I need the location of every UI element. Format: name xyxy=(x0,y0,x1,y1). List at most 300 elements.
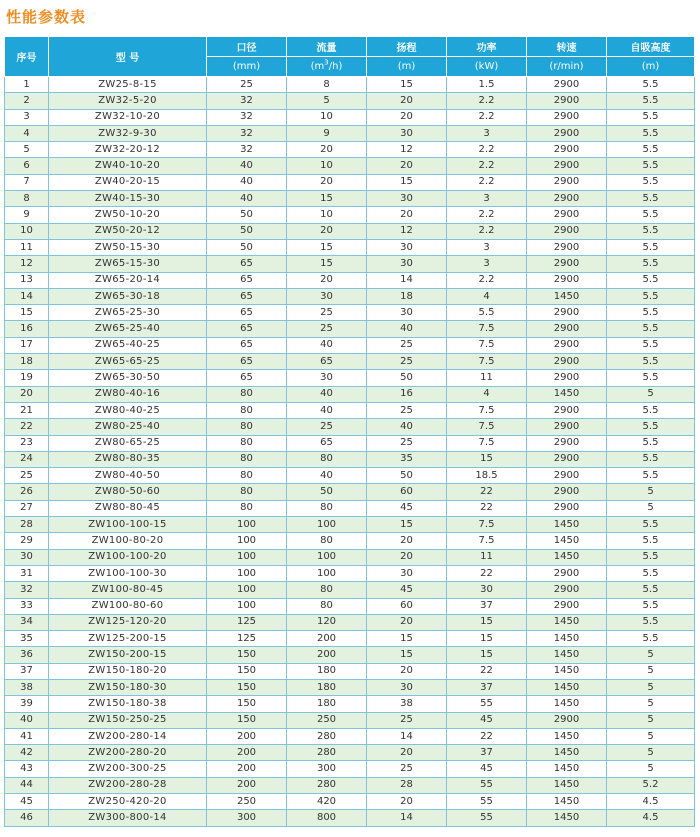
cell-head: 30 xyxy=(367,191,447,207)
cell-speed: 2900 xyxy=(527,223,607,239)
table-row xyxy=(5,663,695,679)
cell-speed: 2900 xyxy=(527,337,607,353)
cell-caliber: 80 xyxy=(207,419,287,435)
cell-flow: 65 xyxy=(287,354,367,370)
cell-model: ZW50-15-30 xyxy=(49,239,207,255)
cell-head: 25 xyxy=(367,337,447,353)
cell-head: 30 xyxy=(367,239,447,255)
cell-speed: 2900 xyxy=(527,354,607,370)
cell-caliber: 100 xyxy=(207,517,287,533)
cell-power: 2.2 xyxy=(447,158,527,174)
cell-head: 25 xyxy=(367,402,447,418)
cell-flow: 200 xyxy=(287,647,367,663)
table-row xyxy=(5,305,695,321)
cell-caliber: 65 xyxy=(207,370,287,386)
cell-model: ZW200-280-28 xyxy=(49,777,207,793)
cell-suction: 5.5 xyxy=(607,256,695,272)
cell-caliber: 200 xyxy=(207,761,287,777)
cell-no: 42 xyxy=(5,745,49,761)
cell-speed: 2900 xyxy=(527,484,607,500)
unit-suction: (m) xyxy=(607,57,695,77)
cell-speed: 2900 xyxy=(527,370,607,386)
cell-caliber: 150 xyxy=(207,712,287,728)
cell-suction: 5.5 xyxy=(607,468,695,484)
cell-head: 25 xyxy=(367,435,447,451)
cell-no: 16 xyxy=(5,321,49,337)
cell-power: 15 xyxy=(447,647,527,663)
cell-caliber: 80 xyxy=(207,386,287,402)
cell-head: 20 xyxy=(367,614,447,630)
cell-suction: 5 xyxy=(607,386,695,402)
cell-no: 40 xyxy=(5,712,49,728)
cell-power: 2.2 xyxy=(447,142,527,158)
cell-model: ZW65-25-40 xyxy=(49,321,207,337)
header-power: 功率 xyxy=(447,37,527,57)
table-row xyxy=(5,679,695,695)
cell-power: 3 xyxy=(447,239,527,255)
header-flow: 流量 xyxy=(287,37,367,57)
cell-flow: 10 xyxy=(287,207,367,223)
table-row xyxy=(5,288,695,304)
cell-caliber: 65 xyxy=(207,305,287,321)
unit-head: (m) xyxy=(367,57,447,77)
cell-model: ZW40-15-30 xyxy=(49,191,207,207)
cell-no: 33 xyxy=(5,598,49,614)
cell-head: 40 xyxy=(367,419,447,435)
cell-no: 36 xyxy=(5,647,49,663)
cell-speed: 2900 xyxy=(527,468,607,484)
cell-suction: 5.5 xyxy=(607,207,695,223)
cell-power: 7.5 xyxy=(447,435,527,451)
cell-no: 7 xyxy=(5,174,49,190)
cell-no: 9 xyxy=(5,207,49,223)
cell-speed: 1450 xyxy=(527,810,607,826)
cell-flow: 15 xyxy=(287,239,367,255)
cell-power: 7.5 xyxy=(447,321,527,337)
cell-suction: 5.5 xyxy=(607,631,695,647)
cell-model: ZW32-9-30 xyxy=(49,125,207,141)
cell-speed: 1450 xyxy=(527,761,607,777)
cell-suction: 5.5 xyxy=(607,223,695,239)
cell-model: ZW32-5-20 xyxy=(49,93,207,109)
cell-suction: 5 xyxy=(607,745,695,761)
cell-flow: 65 xyxy=(287,435,367,451)
cell-flow: 120 xyxy=(287,614,367,630)
unit-speed: (r/min) xyxy=(527,57,607,77)
cell-flow: 25 xyxy=(287,321,367,337)
cell-no: 8 xyxy=(5,191,49,207)
cell-suction: 5.5 xyxy=(607,451,695,467)
cell-flow: 280 xyxy=(287,728,367,744)
cell-power: 3 xyxy=(447,125,527,141)
cell-model: ZW50-10-20 xyxy=(49,207,207,223)
table-row xyxy=(5,761,695,777)
cell-power: 22 xyxy=(447,728,527,744)
cell-model: ZW100-100-20 xyxy=(49,549,207,565)
cell-flow: 30 xyxy=(287,370,367,386)
cell-power: 5.5 xyxy=(447,305,527,321)
cell-suction: 5.5 xyxy=(607,158,695,174)
cell-suction: 5.5 xyxy=(607,142,695,158)
cell-caliber: 200 xyxy=(207,745,287,761)
table-row xyxy=(5,451,695,467)
cell-head: 20 xyxy=(367,794,447,810)
table-row xyxy=(5,468,695,484)
cell-power: 55 xyxy=(447,696,527,712)
cell-power: 15 xyxy=(447,631,527,647)
cell-power: 15 xyxy=(447,614,527,630)
cell-head: 30 xyxy=(367,125,447,141)
cell-head: 35 xyxy=(367,451,447,467)
cell-no: 11 xyxy=(5,239,49,255)
cell-caliber: 65 xyxy=(207,337,287,353)
cell-suction: 5.5 xyxy=(607,125,695,141)
cell-model: ZW150-250-25 xyxy=(49,712,207,728)
cell-model: ZW200-280-20 xyxy=(49,745,207,761)
cell-head: 25 xyxy=(367,712,447,728)
cell-flow: 25 xyxy=(287,305,367,321)
cell-head: 45 xyxy=(367,582,447,598)
cell-flow: 100 xyxy=(287,565,367,581)
cell-speed: 2900 xyxy=(527,239,607,255)
cell-power: 45 xyxy=(447,712,527,728)
cell-suction: 5 xyxy=(607,484,695,500)
cell-speed: 2900 xyxy=(527,500,607,516)
cell-flow: 80 xyxy=(287,533,367,549)
table-row xyxy=(5,158,695,174)
cell-suction: 5.5 xyxy=(607,517,695,533)
cell-caliber: 32 xyxy=(207,125,287,141)
table-row xyxy=(5,109,695,125)
cell-speed: 2900 xyxy=(527,435,607,451)
cell-suction: 5.5 xyxy=(607,614,695,630)
table-row xyxy=(5,337,695,353)
cell-suction: 5 xyxy=(607,761,695,777)
cell-no: 37 xyxy=(5,663,49,679)
cell-head: 20 xyxy=(367,158,447,174)
cell-no: 26 xyxy=(5,484,49,500)
cell-suction: 5.5 xyxy=(607,337,695,353)
cell-suction: 5.5 xyxy=(607,582,695,598)
cell-speed: 1450 xyxy=(527,386,607,402)
cell-flow: 25 xyxy=(287,419,367,435)
cell-power: 37 xyxy=(447,598,527,614)
cell-head: 25 xyxy=(367,761,447,777)
cell-no: 1 xyxy=(5,77,49,93)
header-row xyxy=(5,37,695,57)
cell-suction: 5.5 xyxy=(607,288,695,304)
cell-caliber: 150 xyxy=(207,679,287,695)
table-row xyxy=(5,419,695,435)
cell-speed: 2900 xyxy=(527,207,607,223)
cell-flow: 200 xyxy=(287,631,367,647)
cell-no: 35 xyxy=(5,631,49,647)
cell-speed: 1450 xyxy=(527,679,607,695)
cell-power: 2.2 xyxy=(447,223,527,239)
cell-power: 11 xyxy=(447,370,527,386)
table-row xyxy=(5,500,695,516)
cell-flow: 800 xyxy=(287,810,367,826)
cell-model: ZW65-15-30 xyxy=(49,256,207,272)
cell-caliber: 50 xyxy=(207,207,287,223)
cell-flow: 10 xyxy=(287,109,367,125)
cell-suction: 5.5 xyxy=(607,321,695,337)
cell-power: 30 xyxy=(447,582,527,598)
cell-flow: 40 xyxy=(287,402,367,418)
cell-suction: 4.5 xyxy=(607,810,695,826)
cell-model: ZW150-180-20 xyxy=(49,663,207,679)
cell-flow: 250 xyxy=(287,712,367,728)
cell-model: ZW40-10-20 xyxy=(49,158,207,174)
cell-speed: 1450 xyxy=(527,745,607,761)
cell-head: 50 xyxy=(367,468,447,484)
header-model: 型 号 xyxy=(49,37,207,77)
cell-suction: 5.5 xyxy=(607,191,695,207)
cell-power: 15 xyxy=(447,451,527,467)
cell-no: 24 xyxy=(5,451,49,467)
cell-speed: 2900 xyxy=(527,174,607,190)
cell-power: 11 xyxy=(447,549,527,565)
table-row xyxy=(5,533,695,549)
cell-model: ZW100-100-15 xyxy=(49,517,207,533)
cell-speed: 2900 xyxy=(527,419,607,435)
cell-power: 2.2 xyxy=(447,174,527,190)
cell-caliber: 80 xyxy=(207,468,287,484)
cell-caliber: 32 xyxy=(207,109,287,125)
cell-no: 2 xyxy=(5,93,49,109)
table-row xyxy=(5,191,695,207)
cell-speed: 1450 xyxy=(527,614,607,630)
cell-suction: 5 xyxy=(607,728,695,744)
cell-flow: 20 xyxy=(287,223,367,239)
cell-suction: 5.5 xyxy=(607,305,695,321)
cell-power: 18.5 xyxy=(447,468,527,484)
cell-head: 15 xyxy=(367,647,447,663)
cell-caliber: 40 xyxy=(207,191,287,207)
cell-caliber: 65 xyxy=(207,256,287,272)
cell-flow: 10 xyxy=(287,158,367,174)
cell-no: 44 xyxy=(5,777,49,793)
cell-power: 55 xyxy=(447,777,527,793)
cell-flow: 30 xyxy=(287,288,367,304)
cell-caliber: 300 xyxy=(207,810,287,826)
table-row xyxy=(5,614,695,630)
cell-power: 55 xyxy=(447,810,527,826)
cell-no: 18 xyxy=(5,354,49,370)
cell-caliber: 200 xyxy=(207,728,287,744)
cell-head: 14 xyxy=(367,272,447,288)
cell-model: ZW80-25-40 xyxy=(49,419,207,435)
unit-power: (kW) xyxy=(447,57,527,77)
cell-flow: 300 xyxy=(287,761,367,777)
cell-head: 14 xyxy=(367,810,447,826)
header-no: 序号 xyxy=(5,37,49,77)
table-row xyxy=(5,598,695,614)
cell-speed: 1450 xyxy=(527,647,607,663)
cell-head: 30 xyxy=(367,305,447,321)
cell-model: ZW65-65-25 xyxy=(49,354,207,370)
cell-no: 46 xyxy=(5,810,49,826)
table-row xyxy=(5,517,695,533)
cell-caliber: 25 xyxy=(207,77,287,93)
cell-caliber: 50 xyxy=(207,239,287,255)
cell-model: ZW100-80-20 xyxy=(49,533,207,549)
cell-no: 45 xyxy=(5,794,49,810)
cell-flow: 40 xyxy=(287,468,367,484)
cell-speed: 2900 xyxy=(527,712,607,728)
cell-flow: 180 xyxy=(287,663,367,679)
cell-suction: 5.5 xyxy=(607,549,695,565)
cell-head: 20 xyxy=(367,663,447,679)
table-body xyxy=(5,77,695,827)
cell-power: 22 xyxy=(447,500,527,516)
table-row xyxy=(5,647,695,663)
table-row xyxy=(5,810,695,826)
cell-power: 45 xyxy=(447,761,527,777)
cell-no: 41 xyxy=(5,728,49,744)
cell-model: ZW65-30-18 xyxy=(49,288,207,304)
cell-head: 15 xyxy=(367,517,447,533)
table-row xyxy=(5,207,695,223)
cell-head: 20 xyxy=(367,207,447,223)
table-row xyxy=(5,484,695,500)
cell-flow: 20 xyxy=(287,142,367,158)
table-row xyxy=(5,631,695,647)
cell-power: 2.2 xyxy=(447,93,527,109)
cell-speed: 2900 xyxy=(527,125,607,141)
cell-caliber: 80 xyxy=(207,435,287,451)
cell-speed: 2900 xyxy=(527,93,607,109)
cell-flow: 180 xyxy=(287,696,367,712)
cell-power: 22 xyxy=(447,484,527,500)
cell-head: 50 xyxy=(367,370,447,386)
cell-suction: 5 xyxy=(607,679,695,695)
cell-no: 23 xyxy=(5,435,49,451)
unit-flow-prefix: (m xyxy=(310,61,325,72)
cell-model: ZW100-80-60 xyxy=(49,598,207,614)
cell-model: ZW250-420-20 xyxy=(49,794,207,810)
cell-no: 17 xyxy=(5,337,49,353)
cell-no: 29 xyxy=(5,533,49,549)
header-head: 扬程 xyxy=(367,37,447,57)
cell-head: 30 xyxy=(367,256,447,272)
cell-model: ZW32-20-12 xyxy=(49,142,207,158)
cell-head: 30 xyxy=(367,679,447,695)
cell-flow: 40 xyxy=(287,337,367,353)
cell-caliber: 100 xyxy=(207,533,287,549)
cell-speed: 2900 xyxy=(527,321,607,337)
cell-caliber: 40 xyxy=(207,174,287,190)
cell-suction: 5.5 xyxy=(607,77,695,93)
cell-head: 20 xyxy=(367,109,447,125)
cell-model: ZW125-200-15 xyxy=(49,631,207,647)
cell-head: 28 xyxy=(367,777,447,793)
cell-model: ZW65-20-14 xyxy=(49,272,207,288)
cell-flow: 100 xyxy=(287,517,367,533)
cell-model: ZW80-40-50 xyxy=(49,468,207,484)
cell-head: 25 xyxy=(367,354,447,370)
cell-head: 14 xyxy=(367,728,447,744)
cell-suction: 5 xyxy=(607,696,695,712)
cell-caliber: 80 xyxy=(207,484,287,500)
cell-no: 14 xyxy=(5,288,49,304)
cell-speed: 2900 xyxy=(527,109,607,125)
cell-power: 1.5 xyxy=(447,77,527,93)
cell-suction: 5.5 xyxy=(607,533,695,549)
cell-suction: 4.5 xyxy=(607,794,695,810)
cell-no: 15 xyxy=(5,305,49,321)
cell-speed: 2900 xyxy=(527,77,607,93)
table-row xyxy=(5,728,695,744)
cell-caliber: 125 xyxy=(207,631,287,647)
cell-power: 2.2 xyxy=(447,207,527,223)
cell-caliber: 32 xyxy=(207,93,287,109)
cell-speed: 1450 xyxy=(527,533,607,549)
cell-power: 7.5 xyxy=(447,354,527,370)
cell-speed: 2900 xyxy=(527,158,607,174)
cell-flow: 80 xyxy=(287,598,367,614)
table-row xyxy=(5,256,695,272)
cell-suction: 5 xyxy=(607,647,695,663)
table-row xyxy=(5,125,695,141)
cell-caliber: 80 xyxy=(207,500,287,516)
cell-head: 45 xyxy=(367,500,447,516)
cell-speed: 1450 xyxy=(527,696,607,712)
page-title: 性能参数表 xyxy=(6,8,87,26)
cell-suction: 5.2 xyxy=(607,777,695,793)
cell-caliber: 125 xyxy=(207,614,287,630)
table-row xyxy=(5,794,695,810)
cell-no: 32 xyxy=(5,582,49,598)
cell-model: ZW80-40-25 xyxy=(49,402,207,418)
cell-model: ZW100-100-30 xyxy=(49,565,207,581)
cell-speed: 1450 xyxy=(527,794,607,810)
cell-caliber: 200 xyxy=(207,777,287,793)
cell-power: 4 xyxy=(447,386,527,402)
cell-speed: 1450 xyxy=(527,728,607,744)
cell-speed: 2900 xyxy=(527,565,607,581)
cell-model: ZW150-180-30 xyxy=(49,679,207,695)
cell-no: 39 xyxy=(5,696,49,712)
cell-head: 60 xyxy=(367,484,447,500)
cell-model: ZW150-180-38 xyxy=(49,696,207,712)
cell-model: ZW80-80-45 xyxy=(49,500,207,516)
cell-no: 38 xyxy=(5,679,49,695)
cell-flow: 20 xyxy=(287,174,367,190)
cell-suction: 5.5 xyxy=(607,402,695,418)
cell-speed: 1450 xyxy=(527,517,607,533)
table-row xyxy=(5,272,695,288)
cell-flow: 80 xyxy=(287,582,367,598)
table-row xyxy=(5,77,695,93)
cell-flow: 50 xyxy=(287,484,367,500)
cell-no: 6 xyxy=(5,158,49,174)
table-row xyxy=(5,223,695,239)
cell-suction: 5 xyxy=(607,500,695,516)
cell-model: ZW25-8-15 xyxy=(49,77,207,93)
header-suction: 自吸高度 xyxy=(607,37,695,57)
cell-power: 7.5 xyxy=(447,337,527,353)
table-row xyxy=(5,370,695,386)
cell-speed: 1450 xyxy=(527,631,607,647)
table-row xyxy=(5,549,695,565)
cell-no: 10 xyxy=(5,223,49,239)
table-row xyxy=(5,565,695,581)
cell-speed: 1450 xyxy=(527,777,607,793)
cell-caliber: 32 xyxy=(207,142,287,158)
cell-model: ZW80-80-35 xyxy=(49,451,207,467)
header-caliber: 口径 xyxy=(207,37,287,57)
